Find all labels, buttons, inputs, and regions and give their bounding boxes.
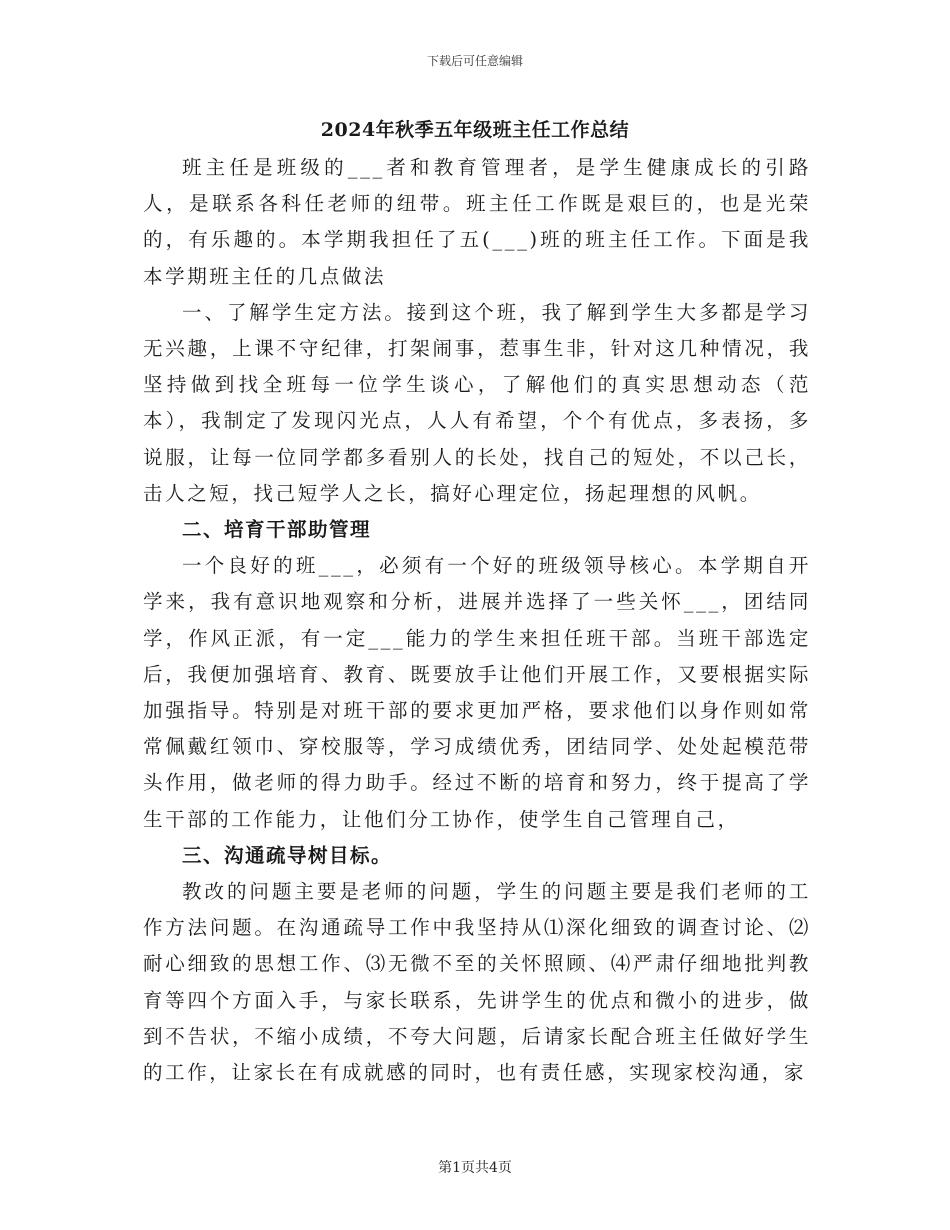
document-body xyxy=(143,150,811,1091)
document-title: 2024年秋季五年级班主任工作总结 xyxy=(320,119,630,141)
paragraph-section-2: 一个良好的班___，必须有一个好的班级领导核心。本学期自开学来，我有意识地观察和分析，进展并选择了一些关怀___，团结同学，作风正派，有一定___能力的学生来担任班干部。当班干部选定后，我便加强培育、教育、既要放手让他们开展工作，又要根据实际加强指导。特别是对班干部的要求更加严格，要求他们以身作则如常常佩戴红领巾、穿校服等，学习成绩优秀，团结同学、处处起模范带头作用，做老师的得力助手。经过不断的培育和努力，终于提高了学生干部的工作能力，让他们分工协作，使学生自己管理自己， xyxy=(143,554,811,831)
paragraph-section-1: 一、了解学生定方法。接到这个班，我了解到学生大多都是学习无兴趣，上课不守纪律，打架闹事，惹事生非，针对这几种情况，我坚持做到找全班每一位学生谈心，了解他们的真实思想动态（范本），我制定了发现闪光点，人人有希望，个个有优点，多表扬，多说服，让每一位同学都多看别人的长处，找自己的短处，不以己长，击人之短，找己短学人之长，搞好心理定位，扬起理想的风帆。 xyxy=(143,300,811,505)
paragraph-intro: 班主任是班级的___者和教育管理者，是学生健康成长的引路人，是联系各科任老师的纽带。班主任工作既是艰巨的，也是光荣的，有乐趣的。本学期我担任了五(___)班的班主任工作。下面是我本学期班主任的几点做法 xyxy=(143,156,811,288)
header-note: 下载后可任意编辑 xyxy=(426,54,523,68)
paragraph-section-3: 教改的问题主要是老师的问题，学生的问题主要是我们老师的工作方法问题。在沟通疏导工作中我坚持从⑴深化细致的调查讨论、⑵耐心细致的思想工作、⑶无微不至的关怀照顾、⑷严肃仔细地批判教育等四个方面入手，与家长联系，先讲学生的优点和微小的进步，做到不告状，不缩小成绩，不夸大问题，后请家长配合班主任做好学生的工作，让家长在有成就感的同时，也有责任感，实现家校沟通，家 xyxy=(143,880,811,1085)
page-number: 第1页共4页 xyxy=(438,1160,512,1176)
section-heading-2: 二、培育干部助管理 xyxy=(182,518,372,542)
section-heading-3: 三、沟通疏导树目标。 xyxy=(182,843,393,867)
